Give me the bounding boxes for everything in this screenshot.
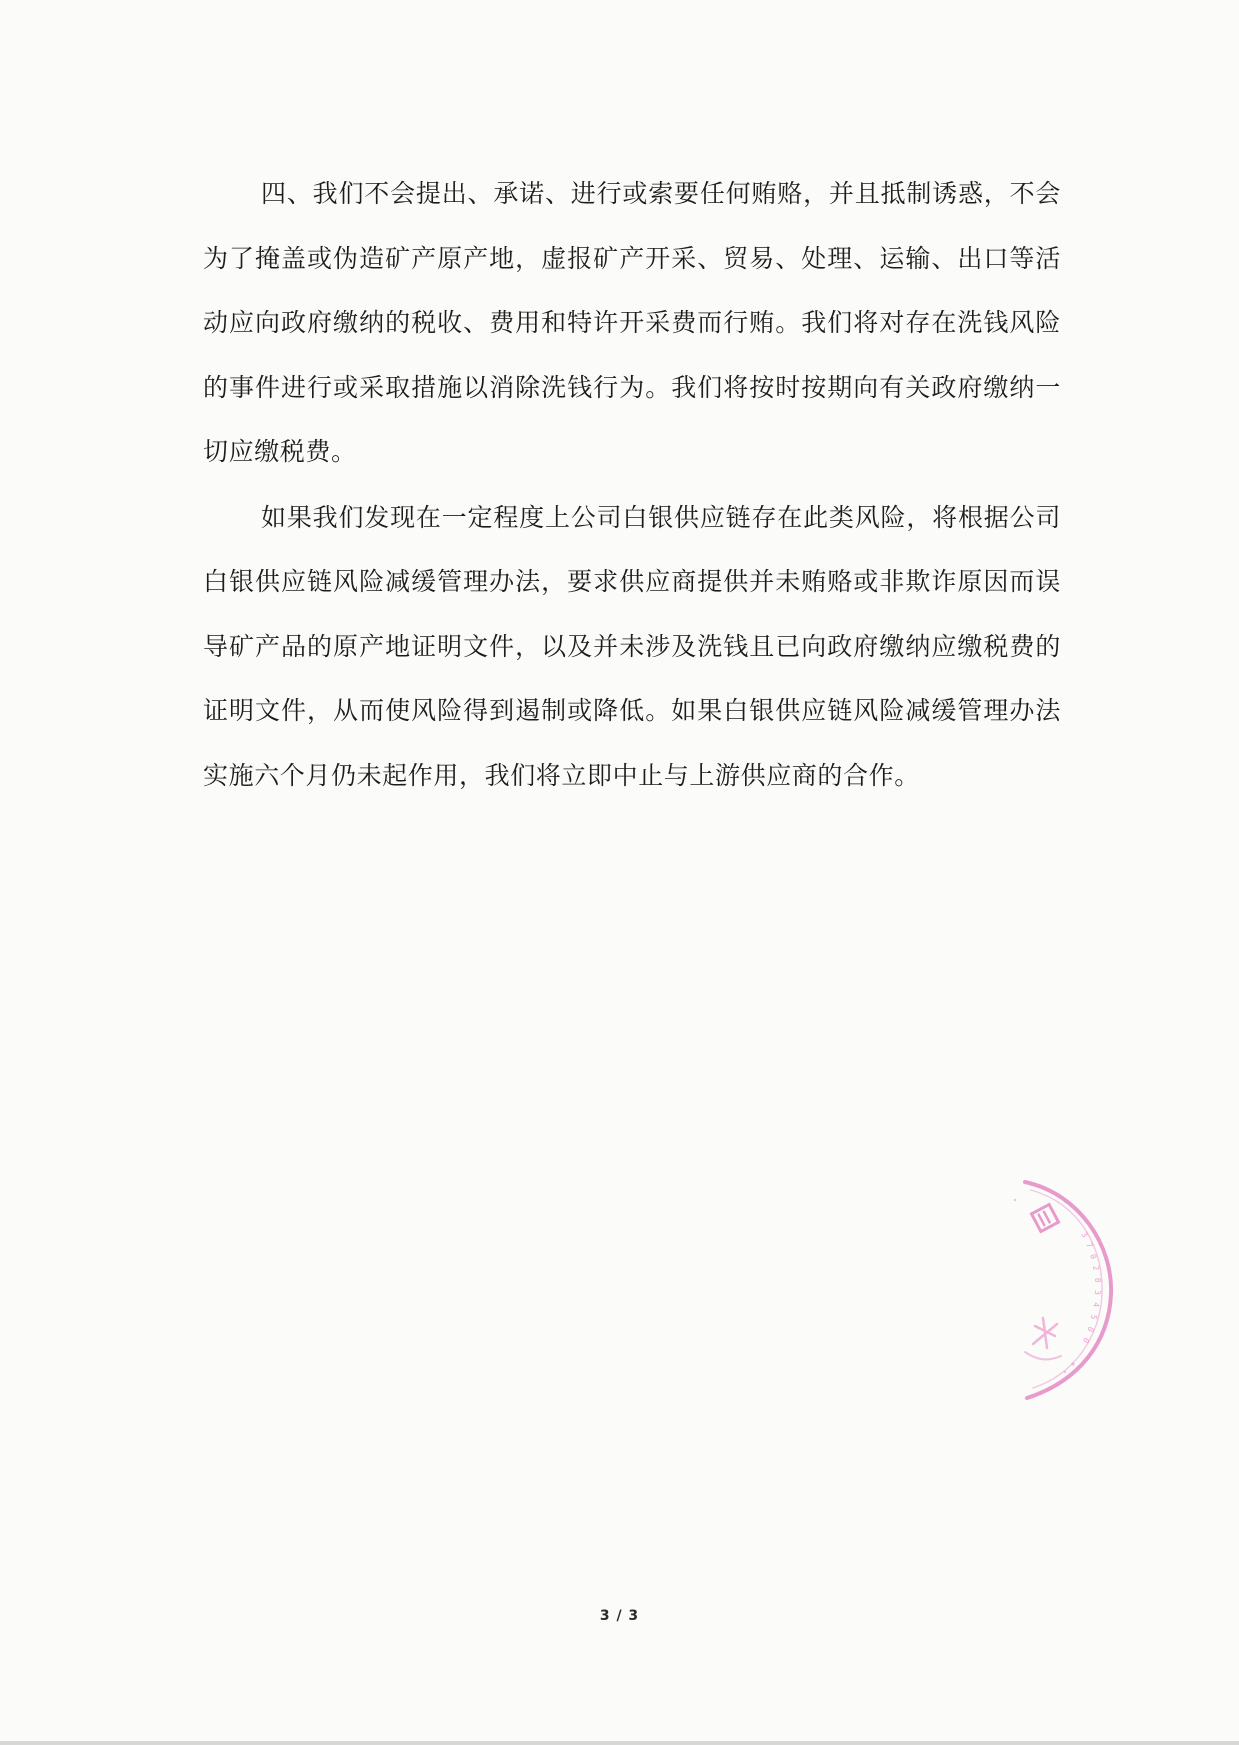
svg-text:0: 0: [1085, 1325, 1096, 1334]
svg-text:5: 5: [1088, 1313, 1099, 1321]
company-seal-stamp: [985, 1176, 1135, 1406]
svg-text:0: 0: [1080, 1336, 1092, 1345]
document-body: [203, 162, 1061, 808]
svg-text:8: 8: [1093, 1277, 1103, 1283]
svg-text:0: 0: [1088, 1252, 1099, 1261]
svg-text:7: 7: [1084, 1241, 1095, 1250]
svg-text:2: 2: [1091, 1264, 1101, 1272]
seal-icon: [985, 1176, 1135, 1406]
svg-text:3: 3: [1079, 1230, 1090, 1240]
page-number: 3 / 3: [599, 1608, 640, 1624]
paragraph-risk-mitigation: 如果我们发现在一定程度上公司白银供应链存在此类风险，将根据公司白银供应链风险减缓管理办法，要求供应商提供并未贿赂或非欺诈原因而误导矿产品的原产地证明文件，以及并未涉及洗钱且已向政府缴纳应缴税费的证明文件，从而使风险得到遏制或降低。如果白银供应链风险减缓管理办法实施六个月仍未起作用，我们将立即中止与上游供应商的合作。: [203, 502, 1061, 790]
svg-text:3: 3: [1092, 1289, 1102, 1296]
paragraph-anti-bribery: 四、我们不会提出、承诺、进行或索要任何贿赂，并且抵制诱惑，不会为了掩盖或伪造矿产原产地，虚报矿产开采、贸易、处理、运输、出口等活动应向政府缴纳的税收、费用和特许开采费而行贿。我们将对存在洗钱风险的事件进行或采取措施以消除洗钱行为。我们将按时按期向有关政府缴纳一切应缴税费。: [203, 179, 1061, 466]
scan-bottom-edge: [0, 1741, 1239, 1745]
svg-text:4: 4: [1091, 1301, 1101, 1308]
